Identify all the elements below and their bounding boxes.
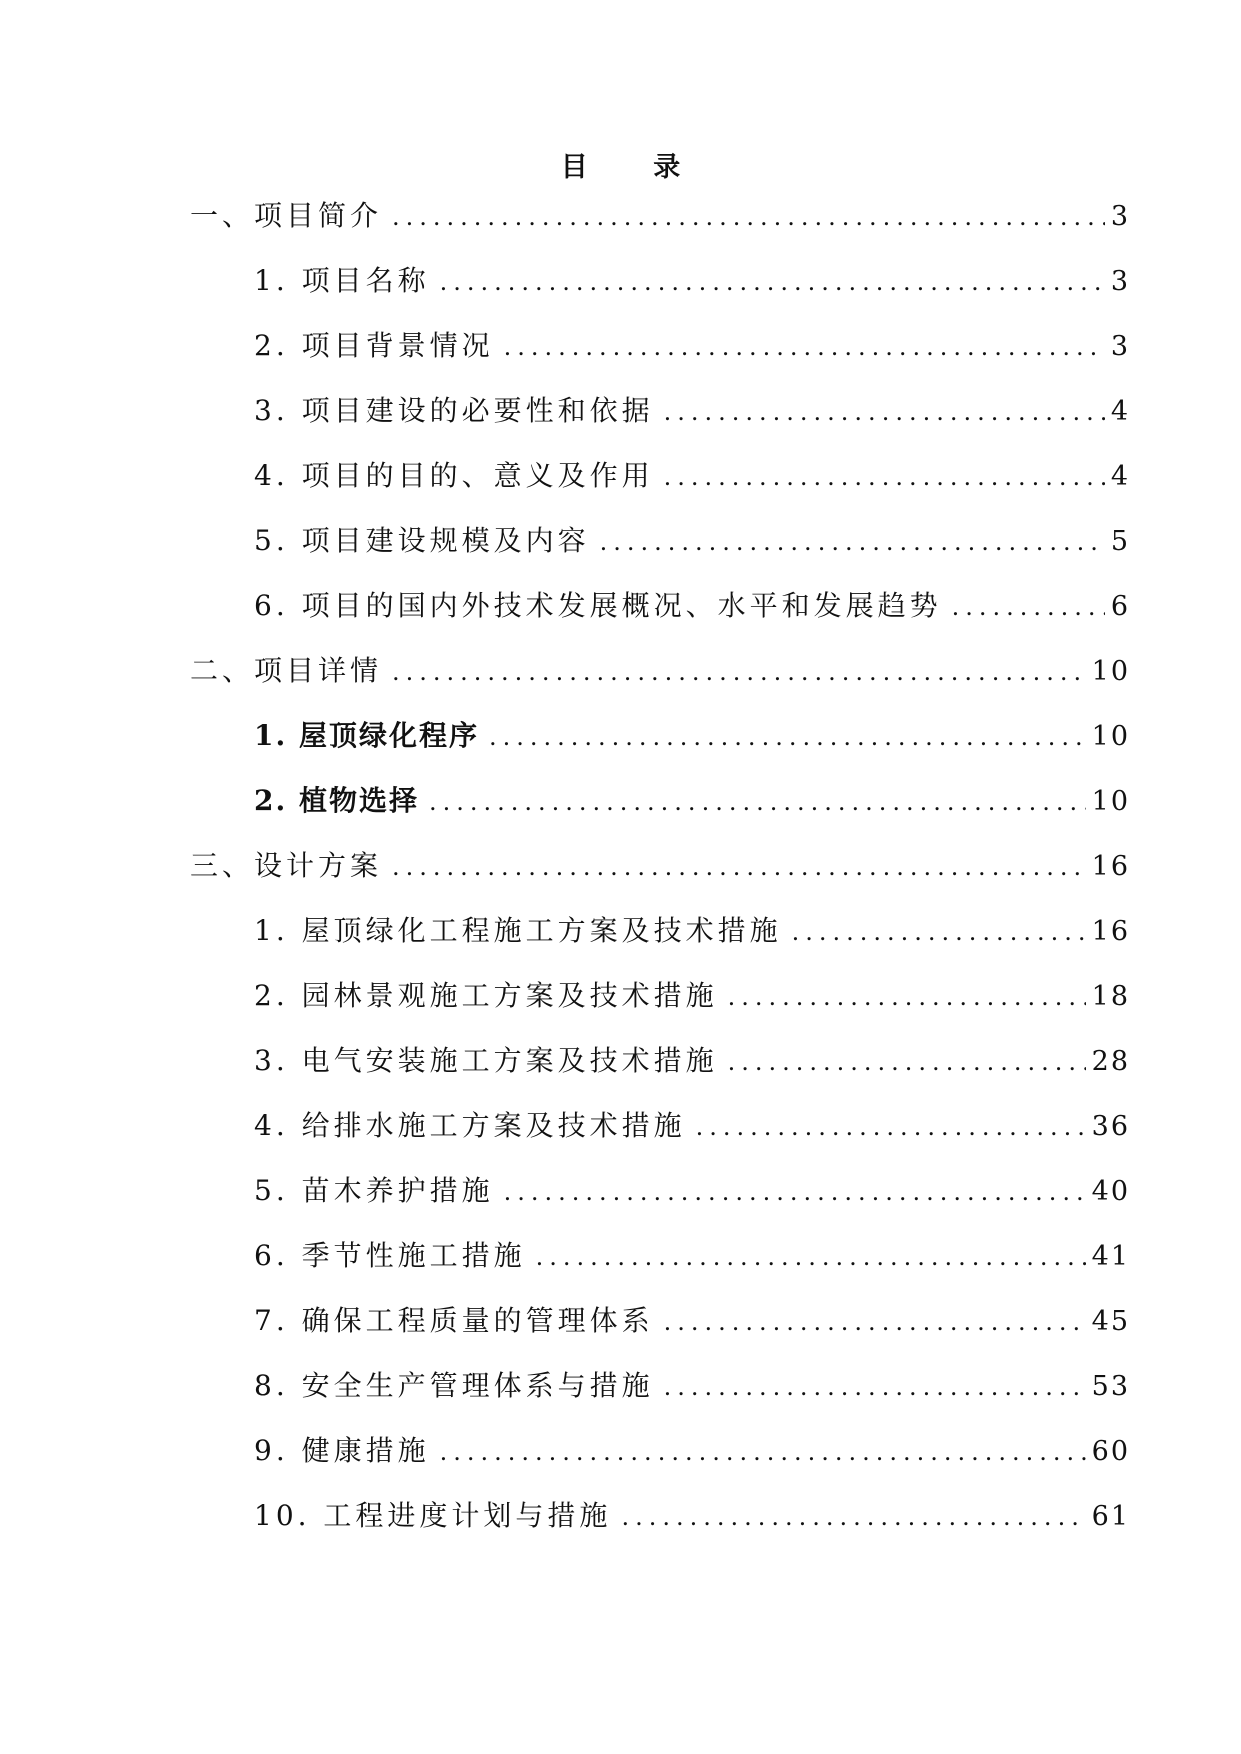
toc-entry-3-8[interactable] [190, 1366, 1130, 1431]
toc-entry-2-1[interactable] [190, 716, 1130, 781]
dot-leader [621, 1497, 1085, 1537]
toc-entry-label: 5. 苗木养护措施 [254, 1174, 494, 1207]
toc-entry-label: 6. 项目的国内外技术发展概况、水平和发展趋势 [254, 589, 942, 622]
toc-entry-label: 2. 植物选择 [254, 784, 419, 817]
dot-leader [696, 1107, 1086, 1147]
dot-leader [440, 1432, 1086, 1472]
toc-entry-label: 2. 项目背景情况 [254, 329, 494, 362]
toc-entry-label: 1. 项目名称 [254, 264, 430, 297]
toc-entry-3-9[interactable] [190, 1431, 1130, 1496]
toc-entry-3-7[interactable] [190, 1301, 1130, 1366]
toc-entry-page-number: 60 [1091, 1436, 1130, 1467]
dot-leader [440, 262, 1105, 302]
toc-entry-page-number: 16 [1091, 851, 1130, 882]
dot-leader [664, 457, 1105, 497]
toc-entry-label: 5. 项目建设规模及内容 [254, 524, 590, 557]
toc-entry-page-number: 53 [1091, 1371, 1130, 1402]
toc-entry-page-number: 40 [1091, 1176, 1130, 1207]
toc-entry-3-1[interactable] [190, 911, 1130, 976]
toc-entry-label: 7. 确保工程质量的管理体系 [254, 1304, 654, 1337]
toc-entry-page-number: 36 [1091, 1111, 1130, 1142]
table-of-contents [190, 196, 1130, 1561]
toc-entry-3-6[interactable] [190, 1236, 1130, 1301]
dot-leader [600, 522, 1105, 562]
toc-entry-label: 6. 季节性施工措施 [254, 1239, 526, 1272]
dot-leader [489, 717, 1086, 757]
toc-entry-page-number: 5 [1110, 526, 1130, 557]
toc-entry-label: 8. 安全生产管理体系与措施 [254, 1369, 654, 1402]
toc-entry-2-2[interactable] [190, 781, 1130, 846]
toc-entry-label: 二、项目详情 [190, 654, 383, 687]
dot-leader [504, 327, 1105, 367]
dot-leader [392, 197, 1105, 237]
toc-entry-label: 9. 健康措施 [254, 1434, 430, 1467]
dot-leader [392, 652, 1086, 692]
toc-entry-page-number: 10 [1091, 786, 1130, 817]
toc-entry-page-number: 10 [1091, 656, 1130, 687]
toc-title: 目 录 [560, 152, 709, 183]
toc-entry-label: 2. 园林景观施工方案及技术措施 [254, 979, 718, 1012]
dot-leader [664, 1302, 1086, 1342]
dot-leader [728, 977, 1086, 1017]
dot-leader [728, 1042, 1086, 1082]
toc-entry-1-6[interactable] [190, 586, 1130, 651]
toc-entry-section-1[interactable] [190, 196, 1130, 261]
toc-entry-label: 10. 工程进度计划与措施 [254, 1499, 612, 1532]
toc-entry-label: 4. 给排水施工方案及技术措施 [254, 1109, 686, 1142]
toc-entry-page-number: 18 [1091, 981, 1130, 1012]
toc-entry-label: 1. 屋顶绿化程序 [254, 719, 479, 752]
dot-leader [429, 782, 1086, 822]
dot-leader [664, 392, 1105, 432]
toc-entry-label: 4. 项目的目的、意义及作用 [254, 459, 654, 492]
dot-leader [392, 847, 1086, 887]
toc-entry-label: 三、设计方案 [190, 849, 383, 882]
toc-entry-page-number: 61 [1091, 1501, 1130, 1532]
toc-entry-1-2[interactable] [190, 326, 1130, 391]
toc-entry-1-5[interactable] [190, 521, 1130, 586]
dot-leader [952, 587, 1105, 627]
toc-entry-page-number: 16 [1091, 916, 1130, 947]
toc-entry-3-3[interactable] [190, 1041, 1130, 1106]
toc-entry-3-4[interactable] [190, 1106, 1130, 1171]
toc-entry-1-3[interactable] [190, 391, 1130, 456]
toc-entry-page-number: 41 [1091, 1241, 1130, 1272]
dot-leader [536, 1237, 1086, 1277]
toc-entry-page-number: 3 [1110, 331, 1130, 362]
toc-entry-page-number: 28 [1091, 1046, 1130, 1077]
toc-entry-page-number: 10 [1091, 721, 1130, 752]
toc-entry-3-5[interactable] [190, 1171, 1130, 1236]
toc-entry-page-number: 45 [1091, 1306, 1130, 1337]
toc-entry-3-2[interactable] [190, 976, 1130, 1041]
dot-leader [504, 1172, 1086, 1212]
toc-entry-page-number: 3 [1110, 266, 1130, 297]
toc-entry-label: 一、项目简介 [190, 199, 383, 232]
toc-entry-1-1[interactable] [190, 261, 1130, 326]
toc-entry-page-number: 3 [1110, 201, 1130, 232]
toc-entry-3-10[interactable] [190, 1496, 1130, 1561]
toc-entry-page-number: 4 [1110, 396, 1130, 427]
toc-entry-section-2[interactable] [190, 651, 1130, 716]
toc-entry-label: 3. 电气安装施工方案及技术措施 [254, 1044, 718, 1077]
toc-entry-label: 3. 项目建设的必要性和依据 [254, 394, 654, 427]
toc-entry-section-3[interactable] [190, 846, 1130, 911]
toc-entry-page-number: 6 [1110, 591, 1130, 622]
toc-entry-label: 1. 屋顶绿化工程施工方案及技术措施 [254, 914, 782, 947]
dot-leader [664, 1367, 1086, 1407]
dot-leader [792, 912, 1086, 952]
toc-entry-page-number: 4 [1110, 461, 1130, 492]
toc-entry-1-4[interactable] [190, 456, 1130, 521]
